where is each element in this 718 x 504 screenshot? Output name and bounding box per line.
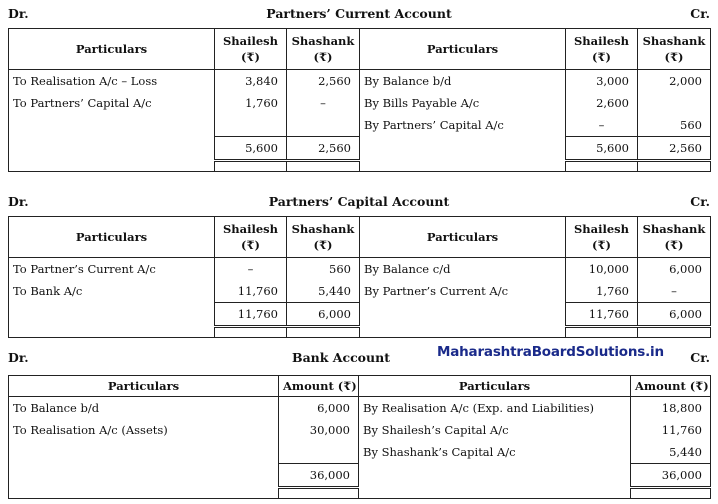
debit-particulars: To Partner’s Current A/c [9,258,215,281]
debit-particulars [9,114,215,137]
table-row [9,441,711,464]
header-particulars: Particulars [360,217,566,258]
header-shailesh: Shailesh (₹) [566,29,638,70]
header-particulars: Particulars [359,376,631,397]
credit-shailesh: 2,600 [566,92,638,114]
capital-account-title: Partners’ Capital Account [268,194,450,209]
capital-account-table [8,216,711,338]
debit-amount [279,441,359,464]
debit-shashank: 5,440 [287,280,360,303]
header-shashank: Shashank (₹) [638,217,711,258]
header-amount: Amount (₹) [279,376,359,397]
debit-total-amount: 36,000 [279,464,359,488]
cr-label: Cr. [690,6,710,21]
dr-label: Dr. [8,6,29,21]
current-account-table [8,28,711,172]
capital-account-header [0,192,718,212]
bank-account-title: Bank Account [292,350,390,365]
header-shailesh: Shailesh (₹) [215,217,287,258]
debit-particulars: To Partners’ Capital A/c [9,92,215,114]
debit-total-shashank: 2,560 [287,137,360,161]
header-particulars: Particulars [9,217,215,258]
table-row [9,92,711,114]
table-row [9,397,711,420]
debit-shashank: 560 [287,258,360,281]
credit-particulars: By Partner’s Current A/c [360,280,566,303]
header-shailesh: Shailesh (₹) [566,217,638,258]
header-shashank: Shashank (₹) [287,29,360,70]
table-row [9,258,711,281]
watermark: MaharashtraBoardSolutions.in [437,344,664,360]
header-particulars: Particulars [9,376,279,397]
credit-particulars: By Balance b/d [360,70,566,93]
table-row [9,70,711,93]
table-row [9,419,711,441]
credit-shailesh: 1,760 [566,280,638,303]
credit-particulars: By Partners’ Capital A/c [360,114,566,137]
debit-amount: 30,000 [279,419,359,441]
total-row [9,137,711,161]
debit-particulars: To Balance b/d [9,397,279,420]
credit-shailesh: 10,000 [566,258,638,281]
cr-label: Cr. [690,194,710,209]
debit-shashank: – [287,92,360,114]
debit-total-shashank: 6,000 [287,303,360,327]
dr-label: Dr. [8,350,29,365]
debit-shailesh [215,114,287,137]
debit-shashank: 2,560 [287,70,360,93]
credit-total-shashank: 6,000 [638,303,711,327]
table-row [9,114,711,137]
credit-particulars: By Realisation A/c (Exp. and Liabilities) [359,397,631,420]
credit-shashank [638,92,711,114]
credit-particulars: By Balance c/d [360,258,566,281]
credit-total-shailesh: 5,600 [566,137,638,161]
debit-amount: 6,000 [279,397,359,420]
credit-total-shashank: 2,560 [638,137,711,161]
debit-total-shailesh: 11,760 [215,303,287,327]
header-particulars: Particulars [9,29,215,70]
table-row [9,280,711,303]
bank-account-table [8,375,711,499]
credit-total-shailesh: 11,760 [566,303,638,327]
credit-shashank: – [638,280,711,303]
cr-label: Cr. [690,350,710,365]
header-shashank: Shashank (₹) [638,29,711,70]
credit-shashank: 2,000 [638,70,711,93]
debit-particulars: To Realisation A/c (Assets) [9,419,279,441]
credit-particulars: By Shashank’s Capital A/c [359,441,631,464]
debit-shailesh: 1,760 [215,92,287,114]
credit-total-amount: 36,000 [631,464,711,488]
credit-shashank: 6,000 [638,258,711,281]
total-row [9,303,711,327]
debit-shailesh: 3,840 [215,70,287,93]
total-row [9,464,711,488]
credit-shashank: 560 [638,114,711,137]
header-shailesh: Shailesh (₹) [215,29,287,70]
credit-shailesh: 3,000 [566,70,638,93]
credit-amount: 5,440 [631,441,711,464]
credit-shailesh: – [566,114,638,137]
debit-shashank [287,114,360,137]
header-particulars: Particulars [360,29,566,70]
credit-particulars: By Bills Payable A/c [360,92,566,114]
debit-particulars: To Bank A/c [9,280,215,303]
debit-particulars: To Realisation A/c – Loss [9,70,215,93]
debit-total-shailesh: 5,600 [215,137,287,161]
credit-amount: 18,800 [631,397,711,420]
credit-amount: 11,760 [631,419,711,441]
dr-label: Dr. [8,194,29,209]
header-shashank: Shashank (₹) [287,217,360,258]
debit-shailesh: – [215,258,287,281]
debit-shailesh: 11,760 [215,280,287,303]
debit-particulars [9,441,279,464]
current-account-header [0,4,718,24]
credit-particulars: By Shailesh’s Capital A/c [359,419,631,441]
header-amount: Amount (₹) [631,376,711,397]
current-account-title: Partners’ Current Account [266,6,452,21]
